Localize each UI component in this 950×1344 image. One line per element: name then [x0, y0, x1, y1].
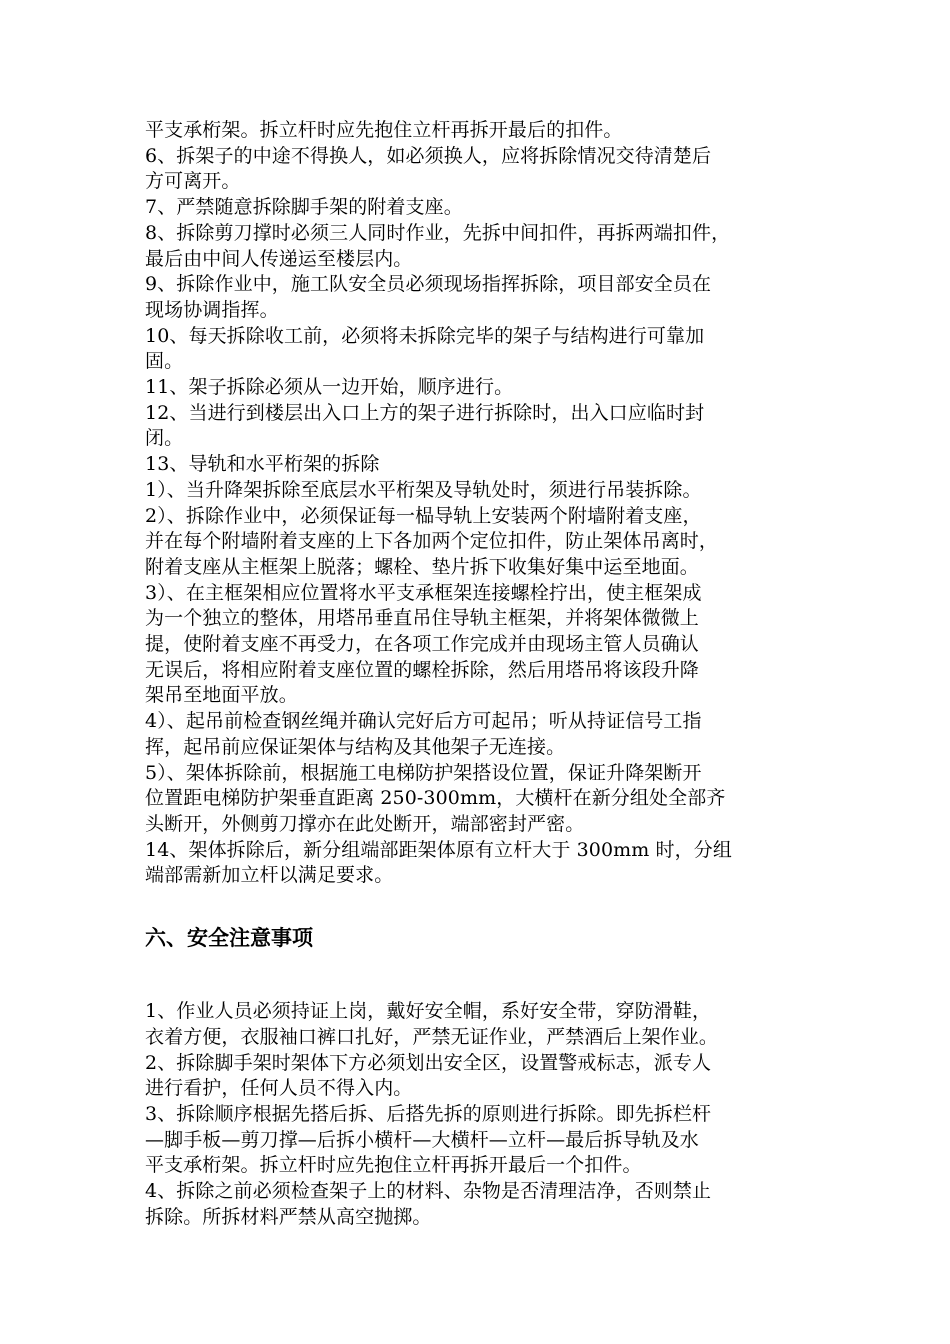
- text-line: 9、拆除作业中，施工队安全员必须现场指挥拆除，项目部安全员在: [145, 273, 712, 296]
- text-line: 11、架子拆除必须从一边开始，顺序进行。: [145, 376, 514, 399]
- text-line: 进行看护，任何人员不得入内。: [145, 1077, 413, 1100]
- text-line: 端部需新加立杆以满足要求。: [145, 864, 394, 887]
- text-line: 提，使附着支座不再受力，在各项工作完成并由现场主管人员确认: [145, 633, 699, 656]
- text-line: 固。: [145, 350, 184, 373]
- text-line: 拆除。所拆材料严禁从高空抛掷。: [145, 1205, 432, 1228]
- text-line: 无误后，将相应附着支座位置的螺栓拆除，然后用塔吊将该段升降: [145, 658, 699, 681]
- text-line: 衣着方便，衣服袖口裤口扎好，严禁无证作业，严禁酒后上架作业。: [145, 1025, 719, 1048]
- text-line: 方可离开。: [145, 170, 241, 193]
- text-line: 为一个独立的整体，用塔吊垂直吊住导轨主框架，并将架体微微上: [145, 607, 699, 630]
- text-line: 12、当进行到楼层出入口上方的架子进行拆除时，出入口应临时封: [145, 401, 705, 424]
- text-line: 5）、架体拆除前，根据施工电梯防护架搭设位置，保证升降架断开: [145, 761, 702, 784]
- text-line: 8、拆除剪刀撑时必须三人同时作业，先拆中间扣件，再拆两端扣件，: [145, 221, 731, 244]
- text-line: 2、拆除脚手架时架体下方必须划出安全区，设置警戒标志，派专人: [145, 1051, 712, 1074]
- text-line: 4、拆除之前必须检查架子上的材料、杂物是否清理洁净，否则禁止: [145, 1180, 712, 1203]
- text-line: 架吊至地面平放。: [145, 684, 298, 707]
- section-heading-container: [145, 923, 815, 953]
- text-line: 10、每天拆除收工前，必须将未拆除完毕的架子与结构进行可靠加: [145, 324, 705, 347]
- text-line: 附着支座从主框架上脱落；螺栓、垫片拆下收集好集中运至地面。: [145, 555, 699, 578]
- text-line: 现场协调指挥。: [145, 298, 279, 321]
- text-line: 2）、拆除作业中，必须保证每一榀导轨上安装两个附墙附着支座，: [145, 504, 702, 527]
- dismantling-steps-block: [145, 118, 815, 889]
- text-line: 3）、在主框架相应位置将水平支承框架连接螺栓拧出，使主框架成: [145, 581, 702, 604]
- text-line: 头断开，外侧剪刀撑亦在此处断开，端部密封严密。: [145, 812, 585, 835]
- text-line: 挥，起吊前应保证架体与结构及其他架子无连接。: [145, 735, 566, 758]
- safety-notes-block: [145, 999, 815, 1230]
- text-line: 3、拆除顺序根据先搭后拆、后搭先拆的原则进行拆除。即先拆栏杆: [145, 1102, 712, 1125]
- text-line: 14、架体拆除后，新分组端部距架体原有立杆大于 300mm 时，分组: [145, 838, 732, 861]
- text-line: 7、严禁随意拆除脚手架的附着支座。: [145, 196, 463, 219]
- text-line: —脚手板—剪刀撑—后拆小横杆—大横杆—立杆—最后拆导轨及水: [145, 1128, 699, 1151]
- text-line: 6、拆架子的中途不得换人，如必须换人，应将拆除情况交待清楚后: [145, 144, 712, 167]
- text-line: 13、导轨和水平桁架的拆除: [145, 453, 380, 476]
- document-page: [145, 118, 815, 1230]
- text-line: 最后由中间人传递运至楼层内。: [145, 247, 413, 270]
- text-line: 1、作业人员必须持证上岗，戴好安全帽，系好安全带，穿防滑鞋，: [145, 1000, 712, 1023]
- text-line: 平支承桁架。拆立杆时应先抱住立杆再拆开最后一个扣件。: [145, 1154, 642, 1177]
- text-line: 闭。: [145, 427, 184, 450]
- text-line: 平支承桁架。拆立杆时应先抱住立杆再拆开最后的扣件。: [145, 119, 623, 141]
- text-line: 4）、起吊前检查钢丝绳并确认完好后方可起吊；听从持证信号工指: [145, 710, 702, 733]
- text-line: 1）、当升降架拆除至底层水平桁架及导轨处时，须进行吊装拆除。: [145, 478, 702, 501]
- text-line: 并在每个附墙附着支座的上下各加两个定位扣件，防止架体吊离时，: [145, 530, 719, 553]
- text-line: 位置距电梯防护架垂直距离 250-300mm，大横杆在新分组处全部齐: [145, 787, 726, 810]
- section-heading: 六、安全注意事项: [145, 926, 313, 951]
